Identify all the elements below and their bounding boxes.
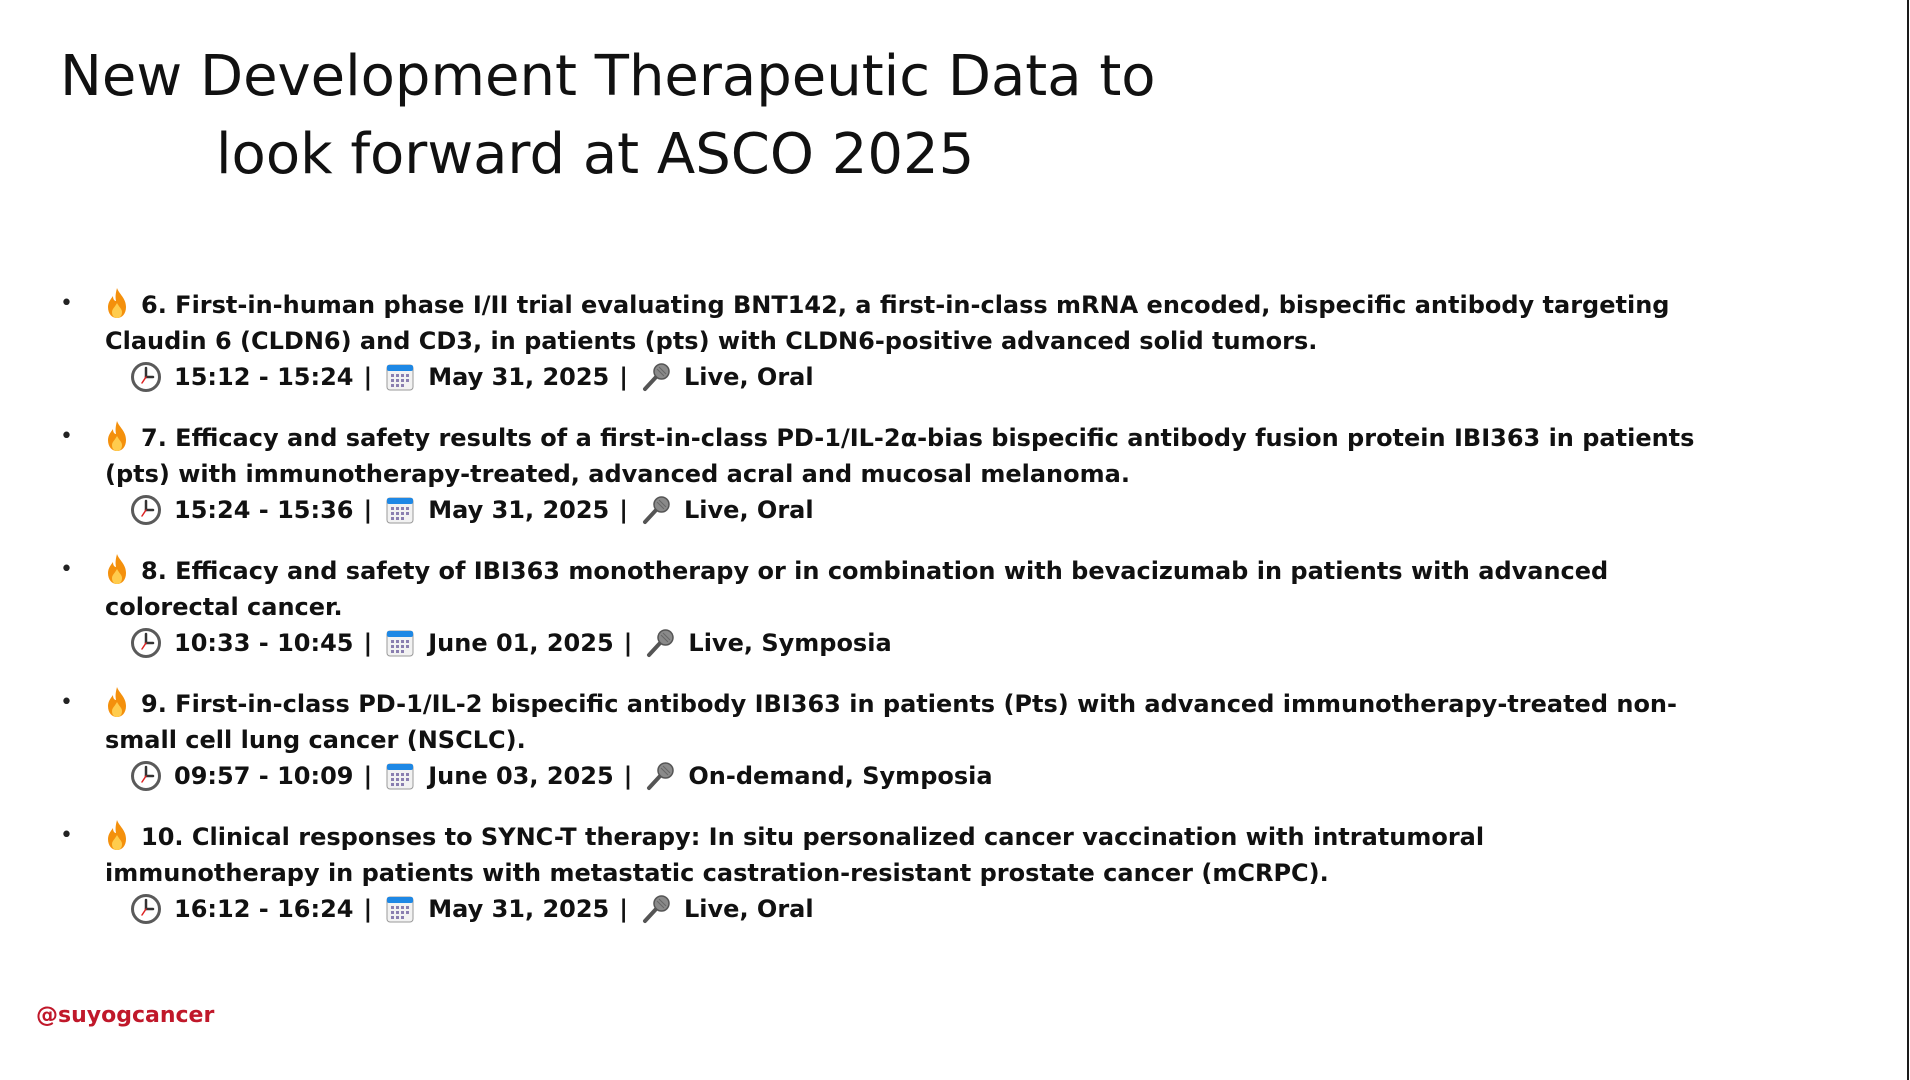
separator: | xyxy=(619,496,629,524)
session-time: 16:12 - 16:24 xyxy=(174,895,354,923)
fire-icon xyxy=(105,287,129,319)
separator: | xyxy=(619,895,629,923)
session-meta xyxy=(130,891,1660,927)
list-item xyxy=(60,553,1660,661)
fire-icon xyxy=(105,553,129,585)
session-title-text: 8. Efficacy and safety of IBI363 monotherapy or in combination with bevacizumab in patients with advanced colorectal cancer. xyxy=(105,557,1609,621)
calendar-icon xyxy=(384,494,416,526)
session-date: June 01, 2025 xyxy=(428,629,614,657)
separator: | xyxy=(619,363,629,391)
calendar-icon xyxy=(384,893,416,925)
list-item xyxy=(60,420,1695,528)
session-title-text: 7. Efficacy and safety results of a first-in-class PD-1/IL-2α-bias bispecific antibody fusion protein IBI363 in patients (pts) with immunotherapy-treated, advanced acral and mucosal melanoma. xyxy=(105,424,1695,488)
session-list xyxy=(60,287,1695,952)
session-format: Live, Oral xyxy=(684,895,814,923)
separator: | xyxy=(363,762,373,790)
bullet: • xyxy=(60,291,73,316)
list-item xyxy=(60,287,1670,395)
microphone-icon xyxy=(644,760,676,792)
session-date: May 31, 2025 xyxy=(428,496,610,524)
session-time: 15:12 - 15:24 xyxy=(174,363,354,391)
session-title-text: 6. First-in-human phase I/II trial evaluating BNT142, a first-in-class mRNA encoded, bispecific antibody targeting Claudin 6 (CLDN6) and CD3, in patients (pts) with CLDN6-positive advanced solid tumors. xyxy=(105,291,1670,355)
session-title-text: 10. Clinical responses to SYNC-T therapy: In situ personalized cancer vaccination with intratumoral immunotherapy in patients with metastatic castration-resistant prostate cancer (mCRPC). xyxy=(105,823,1485,887)
calendar-icon xyxy=(384,627,416,659)
bullet: • xyxy=(60,823,73,848)
microphone-icon xyxy=(640,893,672,925)
calendar-icon xyxy=(384,760,416,792)
clock-icon xyxy=(130,893,162,925)
session-title xyxy=(105,287,1705,359)
bullet: • xyxy=(60,690,73,715)
session-format: Live, Symposia xyxy=(688,629,892,657)
page-title xyxy=(60,38,1180,194)
session-time: 15:24 - 15:36 xyxy=(174,496,354,524)
separator: | xyxy=(623,762,633,790)
session-time: 10:33 - 10:45 xyxy=(174,629,354,657)
separator: | xyxy=(363,629,373,657)
microphone-icon xyxy=(644,627,676,659)
calendar-icon xyxy=(384,361,416,393)
session-format: Live, Oral xyxy=(684,363,814,391)
session-title-text: 9. First-in-class PD-1/IL-2 bispecific antibody IBI363 in patients (Pts) with advanced immunotherapy-treated non-small cell lung cancer (NSCLC). xyxy=(105,690,1677,754)
clock-icon xyxy=(130,494,162,526)
session-title xyxy=(105,553,1705,625)
bullet: • xyxy=(60,424,73,449)
clock-icon xyxy=(130,760,162,792)
title-line-1: New Development Therapeutic Data to xyxy=(60,44,1156,109)
session-title xyxy=(105,686,1705,758)
session-title xyxy=(105,819,1705,891)
session-format: On-demand, Symposia xyxy=(688,762,993,790)
session-format: Live, Oral xyxy=(684,496,814,524)
session-meta xyxy=(130,359,1660,395)
session-date: June 03, 2025 xyxy=(428,762,614,790)
session-meta xyxy=(130,625,1660,661)
session-date: May 31, 2025 xyxy=(428,895,610,923)
slide-edge-divider xyxy=(1907,0,1909,1080)
clock-icon xyxy=(130,627,162,659)
separator: | xyxy=(363,895,373,923)
separator: | xyxy=(363,496,373,524)
separator: | xyxy=(623,629,633,657)
session-title xyxy=(105,420,1705,492)
title-line-2: look forward at ASCO 2025 xyxy=(216,122,975,187)
separator: | xyxy=(363,363,373,391)
fire-icon xyxy=(105,686,129,718)
list-item xyxy=(60,686,1677,794)
session-meta xyxy=(130,492,1660,528)
clock-icon xyxy=(130,361,162,393)
microphone-icon xyxy=(640,361,672,393)
session-date: May 31, 2025 xyxy=(428,363,610,391)
bullet: • xyxy=(60,557,73,582)
fire-icon xyxy=(105,819,129,851)
author-handle: @suyogcancer xyxy=(36,1003,215,1028)
microphone-icon xyxy=(640,494,672,526)
fire-icon xyxy=(105,420,129,452)
list-item xyxy=(60,819,1660,927)
session-time: 09:57 - 10:09 xyxy=(174,762,354,790)
session-meta xyxy=(130,758,1660,794)
